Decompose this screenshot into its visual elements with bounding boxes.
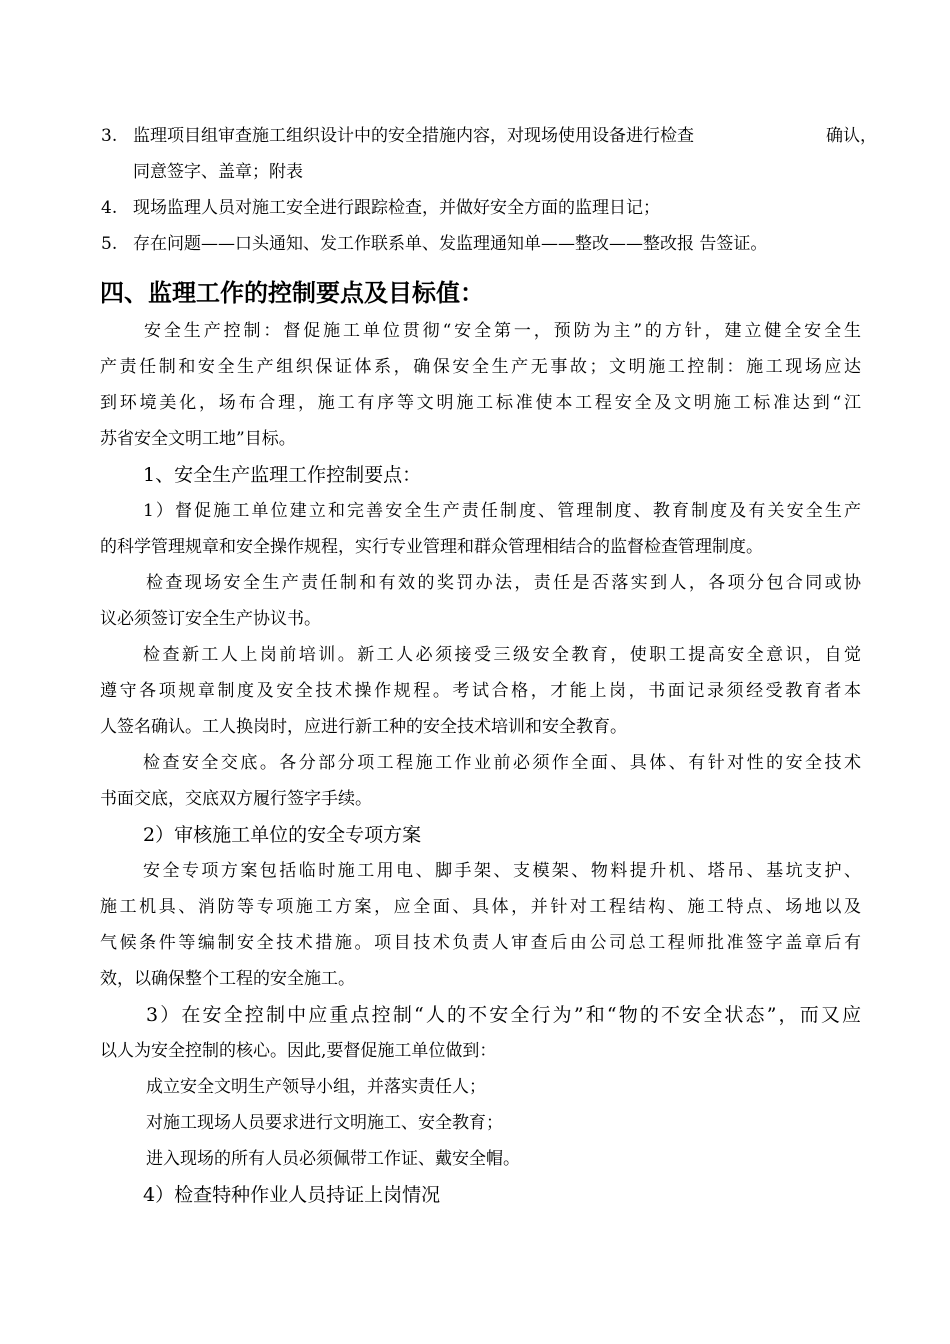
section-heading: 四、监理工作的控制要点及目标值： — [100, 279, 484, 307]
para-a-line: 检查现场安全生产责任制和有效的奖罚办法，责任是否落实到人，各项分包合同或协 — [146, 573, 861, 593]
item3-point: 成立安全文明生产领导小组，并落实责任人； — [146, 1077, 486, 1097]
para-c-line: 检查安全交底。各分部分项工程施工作业前必须作全面、具体、有针对性的安全技术 — [143, 753, 861, 773]
item1-line: 的科学管理规章和安全操作规程，实行专业管理和群众管理相结合的监督检查管理制度。 — [100, 537, 763, 557]
item3-line: 以人为安全控制的核心。因此,要督促施工单位做到： — [100, 1041, 497, 1061]
intro-line: 到环境美化，场布合理，施工有序等文明施工标准使本工程安全及文明施工标准达到“江 — [100, 393, 861, 413]
para-b-line: 人签名确认。工人换岗时，应进行新工种的安全技术培训和安全教育。 — [100, 717, 627, 737]
item2-line: 效，以确保整个工程的安全施工。 — [100, 969, 355, 989]
item3-line: 3）在安全控制中应重点控制“人的不安全行为”和“物的不安全状态”，而又应 — [146, 1004, 861, 1026]
list-item-3 — [101, 124, 694, 148]
item3-point: 进入现场的所有人员必须佩带工作证、戴安全帽。 — [146, 1149, 520, 1169]
list-item-5 — [101, 232, 767, 256]
list-item-3-tail: 确认， — [826, 126, 877, 146]
para-b-line: 遵守各项规章制度及安全技术操作规程。考试合格，才能上岗，书面记录须经受教育者本 — [100, 681, 861, 701]
item2-line: 安全专项方案包括临时施工用电、脚手架、支模架、物料提升机、塔吊、基坑支护、 — [143, 861, 861, 881]
para-a-line: 议必须签订安全生产协议书。 — [100, 609, 321, 629]
intro-line: 产责任制和安全生产组织保证体系，确保安全生产无事故；文明施工控制：施工现场应达 — [100, 357, 861, 377]
para-b-line: 检查新工人上岗前培训。新工人必须接受三级安全教育，使职工提高安全意识，自觉 — [143, 645, 861, 665]
intro-line: 安全生产控制：督促施工单位贯彻“安全第一，预防为主”的方针，建立健全安全生 — [144, 321, 861, 341]
list-number: 3. — [101, 126, 118, 146]
item3-point: 对施工现场人员要求进行文明施工、安全教育； — [146, 1113, 503, 1133]
list-item-3-continuation: 同意签字、盖章；附表 — [133, 162, 303, 182]
item2-heading: 2）审核施工单位的安全专项方案 — [143, 824, 422, 846]
para-c-line: 书面交底，交底双方履行签字手续。 — [100, 789, 372, 809]
item2-line: 施工机具、消防等专项施工方案，应全面、具体，并针对工程结构、施工特点、场地以及 — [100, 897, 861, 917]
list-number: 4. — [101, 198, 118, 218]
item1-line: 1）督促施工单位建立和完善安全生产责任制度、管理制度、教育制度及有关安全生产 — [143, 501, 861, 521]
list-text: 存在问题——口头通知、发工作联系单、发监理通知单——整改——整改报 告签证。 — [133, 234, 768, 254]
list-text: 现场监理人员对施工安全进行跟踪检查，并做好安全方面的监理日记； — [133, 198, 660, 218]
item4-heading: 4）检查特种作业人员持证上岗情况 — [143, 1184, 441, 1206]
intro-line: 苏省安全文明工地”目标。 — [100, 429, 296, 449]
list-text: 监理项目组审查施工组织设计中的安全措施内容，对现场使用设备进行检查 — [133, 126, 694, 146]
list-item-4 — [101, 196, 660, 220]
item2-line: 气候条件等编制安全技术措施。项目技术负责人审查后由公司总工程师批准签字盖章后有 — [100, 933, 861, 953]
sub-heading-1: 1、安全生产监理工作控制要点： — [143, 464, 422, 486]
list-number: 5. — [101, 234, 118, 254]
